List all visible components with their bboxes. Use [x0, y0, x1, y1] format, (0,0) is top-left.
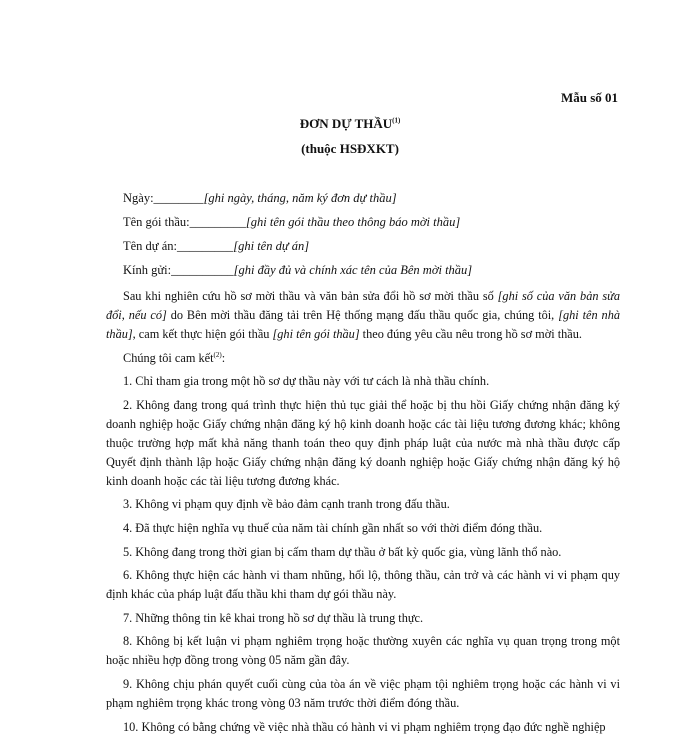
intro-text-3: , cam kết thực hiện gói thầu [132, 327, 273, 341]
intro-text-1: Sau khi nghiên cứu hồ sơ mời thầu và văn bản sửa đổi hồ sơ mời thầu số [123, 289, 498, 303]
intro-text-4: theo đúng yêu cầu nêu trong hồ sơ mời thầu. [359, 327, 582, 341]
date-label: Ngày:________ [123, 191, 204, 205]
commitment-item: 4. Đã thực hiện nghĩa vụ thuế của năm tài chính gần nhất so với thời điểm đóng thầu. [123, 520, 543, 535]
form-number: Mẫu số 01 [560, 90, 618, 105]
intro-text-2: do Bên mời thầu đăng tải trên Hệ thống mạng đấu thầu quốc gia, chúng tôi, [166, 308, 559, 322]
package-label: Tên gói thầu:_________ [123, 215, 246, 229]
date-field [123, 191, 397, 206]
commitment-footnote-ref: (2) [213, 350, 222, 359]
package-field [123, 215, 460, 230]
title-footnote-ref: (1) [392, 116, 401, 125]
intro-paragraph [106, 287, 620, 344]
document-subtitle: (thuộc HSĐXKT) [301, 141, 399, 156]
project-hint: [ghi tên dự án] [233, 239, 310, 253]
commitment-lead-colon: : [221, 350, 226, 365]
recipient-label: Kính gửi:__________ [123, 263, 234, 277]
commitment-item: 7. Những thông tin kê khai trong hồ sơ dự thầu là trung thực. [123, 610, 424, 625]
commitment-item: 6. Không thực hiện các hành vi tham nhũng, hối lộ, thông thầu, cản trở và các hành vi vi phạm quy định khác của pháp luật đấu thầu khi tham dự gói thầu này. [106, 568, 620, 602]
project-label: Tên dự án:_________ [123, 239, 234, 253]
recipient-field [123, 263, 472, 278]
commitment-item: 9. Không chịu phán quyết cuối cùng của tòa án về việc phạm tội nghiêm trọng hoặc các hành vi vi phạm nghiêm trọng khác trong vòng 03 năm trước thời điểm đóng thầu. [106, 676, 620, 710]
commitment-item: 1. Chỉ tham gia trong một hồ sơ dự thầu này với tư cách là nhà thầu chính. [123, 374, 490, 389]
project-field [123, 239, 309, 254]
intro-hint-package: [ghi tên gói thầu] [272, 327, 360, 341]
recipient-hint: [ghi đầy đủ và chính xác tên của Bên mời thầu] [233, 263, 473, 277]
package-hint: [ghi tên gói thầu theo thông báo mời thầu] [245, 215, 461, 229]
document-title [0, 116, 700, 132]
commitment-item: 3. Không vi phạm quy định về bảo đảm cạnh tranh trong đấu thầu. [123, 497, 450, 512]
document-body [106, 287, 620, 741]
commitment-item: 5. Không đang trong thời gian bị cấm tham dự thầu ở bất kỳ quốc gia, vùng lãnh thổ nào. [123, 544, 562, 559]
commitment-lead-text: Chúng tôi cam kết [123, 350, 214, 365]
commitment-item: 10. Không có bằng chứng về việc nhà thầu có hành vi vi phạm nghiêm trọng đạo đức nghề nghiệp [123, 719, 606, 734]
intro-hint-bidder: [ghi tên nhà thầu] [106, 308, 620, 341]
commitment-lead [106, 349, 620, 368]
intro-hint-amendment: [ghi số của văn bản sửa đổi, nếu có] [106, 289, 620, 322]
commitment-item: 8. Không bị kết luận vi phạm nghiêm trọng hoặc thường xuyên các nghĩa vụ quan trọng trong một hoặc nhiều hợp đồng trong vòng 05 năm gần đây. [106, 634, 620, 668]
title-text: ĐƠN DỰ THẦU [299, 116, 393, 131]
date-hint: [ghi ngày, tháng, năm ký đơn dự thầu] [203, 191, 397, 205]
commitment-item: 2. Không đang trong quá trình thực hiện thủ tục giải thể hoặc bị thu hồi Giấy chứng nhận đăng ký doanh nghiệp hoặc Giấy chứng nhận đăng ký hộ kinh doanh hoặc các tài liệu tương đương khác; không thuộc trường hợp mất khả năng thanh toán theo quy định pháp luật của nước mà nhà thầu được cấp Quyết định thành lập hoặc Giấy chứng nhận đăng ký doanh nghiệp hoặc Giấy chứng nhận đăng ký hộ kinh doanh hoặc các tài liệu tương đương khác. [106, 397, 620, 488]
